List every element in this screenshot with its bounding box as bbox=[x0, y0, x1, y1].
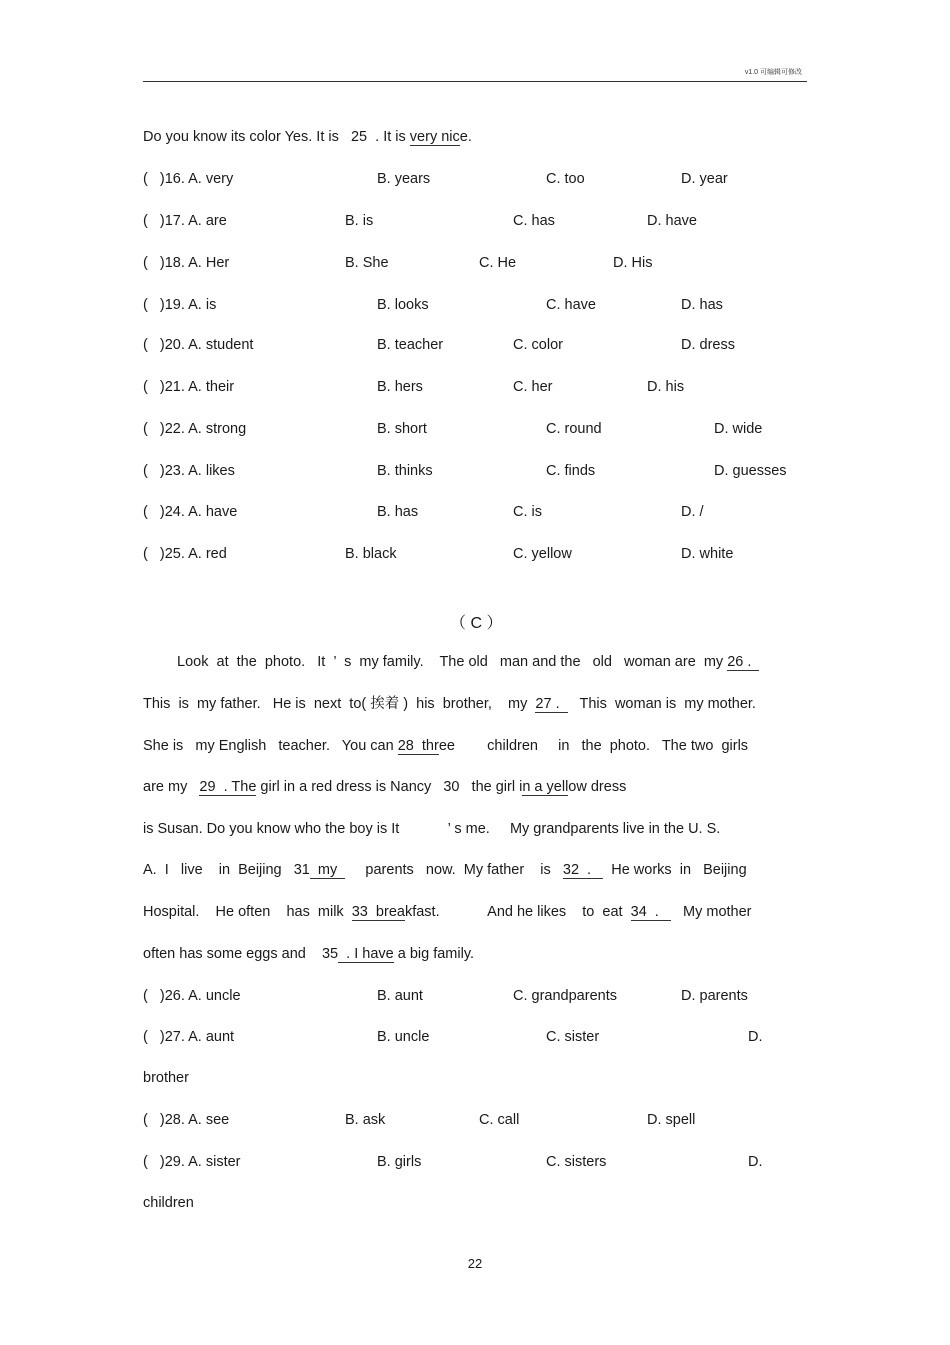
option-b: B. uncle bbox=[377, 1029, 430, 1045]
question-stem: ( )29. A. sister bbox=[143, 1154, 241, 1170]
option-d: D. / bbox=[681, 504, 704, 520]
passage-text: ee children in the photo. The two girls bbox=[438, 738, 749, 754]
question-stem: ( )28. A. see bbox=[143, 1112, 230, 1128]
question-stem: ( )20. A. student bbox=[143, 337, 254, 353]
option-b: B. has bbox=[377, 504, 419, 520]
option-b: B. is bbox=[345, 213, 374, 229]
option-b: B. hers bbox=[377, 379, 423, 395]
option-d: D. guesses bbox=[714, 463, 787, 479]
option-c: C. has bbox=[513, 213, 555, 229]
option-c: C. is bbox=[513, 504, 542, 520]
question-row bbox=[143, 378, 843, 398]
passage-text: This is my father. He is next to( 挨着 ) his brother, my bbox=[143, 696, 528, 712]
question-row bbox=[143, 1111, 843, 1131]
blank-35: . I have bbox=[338, 946, 394, 962]
question-row bbox=[143, 336, 843, 356]
option-b: B. girls bbox=[377, 1154, 422, 1170]
blank-27: 27 . bbox=[535, 696, 568, 712]
passage-line-3 bbox=[143, 737, 748, 755]
blank-26: 26 . bbox=[727, 654, 760, 670]
intro-underline: very nic bbox=[409, 129, 460, 145]
option-d: D. have bbox=[647, 213, 697, 229]
option-d: D. year bbox=[681, 171, 728, 187]
question-row bbox=[143, 170, 843, 190]
option-c: C. sisters bbox=[546, 1154, 607, 1170]
passage-line-1 bbox=[177, 653, 759, 671]
option-b: B. She bbox=[345, 255, 389, 271]
question-row bbox=[143, 254, 843, 274]
question-row bbox=[143, 545, 843, 565]
option-c: C. round bbox=[546, 421, 602, 437]
option-d: D. his bbox=[647, 379, 685, 395]
option-c: C. have bbox=[546, 297, 596, 313]
option-b: B. thinks bbox=[377, 463, 433, 479]
option-b: B. years bbox=[377, 171, 431, 187]
option-d: D. bbox=[748, 1154, 763, 1170]
question-stem: ( )21. A. their bbox=[143, 379, 235, 395]
blank-33: 33 brea bbox=[351, 904, 405, 920]
passage-text: a big family. bbox=[393, 946, 475, 962]
option-d: D. bbox=[748, 1029, 763, 1045]
blank-34: 34 . bbox=[630, 904, 671, 920]
option-d: D. white bbox=[681, 546, 734, 562]
question-stem: ( )24. A. have bbox=[143, 504, 238, 520]
passage-text: is Susan. Do you know who the boy is It ’ s me. My grandparents live in the U. S. bbox=[143, 821, 721, 837]
question-row bbox=[143, 987, 843, 1007]
option-b: B. ask bbox=[345, 1112, 386, 1128]
option-d: D. parents bbox=[681, 988, 748, 1004]
question-row bbox=[143, 212, 843, 232]
option-c: C. sister bbox=[546, 1029, 600, 1045]
option-b: B. aunt bbox=[377, 988, 423, 1004]
blank-31: my bbox=[309, 862, 346, 878]
intro-text-a: Do you know its color Yes. It is bbox=[143, 129, 339, 145]
passage-line-8 bbox=[143, 945, 474, 963]
blank-29: 29 . The bbox=[199, 779, 257, 795]
option-b: B. teacher bbox=[377, 337, 444, 353]
question-stem: ( )22. A. strong bbox=[143, 421, 247, 437]
passage-line-5 bbox=[143, 820, 720, 838]
option-c: C. He bbox=[479, 255, 517, 271]
passage-text: girl in a red dress is Nancy 30 the girl i bbox=[256, 779, 523, 795]
option-d: D. dress bbox=[681, 337, 735, 353]
option-c: C. color bbox=[513, 337, 563, 353]
option-d-wrap: children bbox=[143, 1195, 194, 1211]
passage-text: My mother bbox=[670, 904, 752, 920]
header-version-note: v1.0 可编辑可修改 bbox=[744, 69, 802, 76]
option-c: C. her bbox=[513, 379, 553, 395]
question-stem: ( )23. A. likes bbox=[143, 463, 235, 479]
option-b: B. short bbox=[377, 421, 427, 437]
question-row bbox=[143, 503, 843, 523]
page-number: 22 bbox=[467, 1256, 483, 1271]
question-row bbox=[143, 296, 843, 316]
option-d-wrap: brother bbox=[143, 1070, 189, 1086]
question-stem: ( )26. A. uncle bbox=[143, 988, 241, 1004]
option-b: B. looks bbox=[377, 297, 429, 313]
intro-line bbox=[143, 128, 472, 146]
question-row bbox=[143, 420, 843, 440]
question-stem: ( )27. A. aunt bbox=[143, 1029, 235, 1045]
passage-text: Look at the photo. It ’ s my family. The old man and the old woman are my bbox=[177, 654, 724, 670]
header-rule bbox=[143, 81, 807, 82]
option-d: D. spell bbox=[647, 1112, 696, 1128]
passage-text: are my bbox=[143, 779, 188, 795]
passage-text: ow dress bbox=[568, 779, 627, 795]
option-d: D. wide bbox=[714, 421, 763, 437]
question-stem: ( )16. A. very bbox=[143, 171, 234, 187]
blank-28: 28 thr bbox=[397, 738, 439, 754]
question-row bbox=[143, 1028, 843, 1048]
passage-text: A. I live in Beijing 31 bbox=[143, 862, 310, 878]
passage-text: Hospital. He often has milk bbox=[143, 904, 344, 920]
passage-underline: n a yell bbox=[522, 779, 569, 795]
passage-text: parents now. My father is bbox=[345, 862, 551, 878]
intro-text-b: . It is bbox=[375, 129, 410, 145]
question-row bbox=[143, 1153, 843, 1173]
passage-line-7 bbox=[143, 903, 752, 921]
passage-text: kfast. And he likes to eat bbox=[404, 904, 623, 920]
option-c: C. too bbox=[546, 171, 585, 187]
section-title: （ C ） bbox=[450, 615, 503, 632]
question-stem: ( )25. A. red bbox=[143, 546, 227, 562]
passage-line-4 bbox=[143, 778, 626, 796]
question-stem: ( )18. A. Her bbox=[143, 255, 230, 271]
intro-text-c: e. bbox=[459, 129, 472, 145]
question-row bbox=[143, 462, 843, 482]
passage-line-6 bbox=[143, 861, 747, 879]
passage-text: This woman is my mother. bbox=[579, 696, 756, 712]
passage-text: She is my English teacher. You can bbox=[143, 738, 394, 754]
question-stem: ( )19. A. is bbox=[143, 297, 217, 313]
passage-text: often has some eggs and 35 bbox=[143, 946, 339, 962]
passage-text: He works in Beijing bbox=[603, 862, 747, 878]
option-b: B. black bbox=[345, 546, 397, 562]
question-stem: ( )17. A. are bbox=[143, 213, 227, 229]
option-d: D. His bbox=[613, 255, 653, 271]
passage-line-2 bbox=[143, 695, 756, 713]
option-d: D. has bbox=[681, 297, 723, 313]
option-c: C. call bbox=[479, 1112, 520, 1128]
option-c: C. grandparents bbox=[513, 988, 617, 1004]
blank-32: 32 . bbox=[562, 862, 604, 878]
intro-blank: 25 bbox=[350, 129, 368, 145]
option-c: C. yellow bbox=[513, 546, 572, 562]
option-c: C. finds bbox=[546, 463, 596, 479]
